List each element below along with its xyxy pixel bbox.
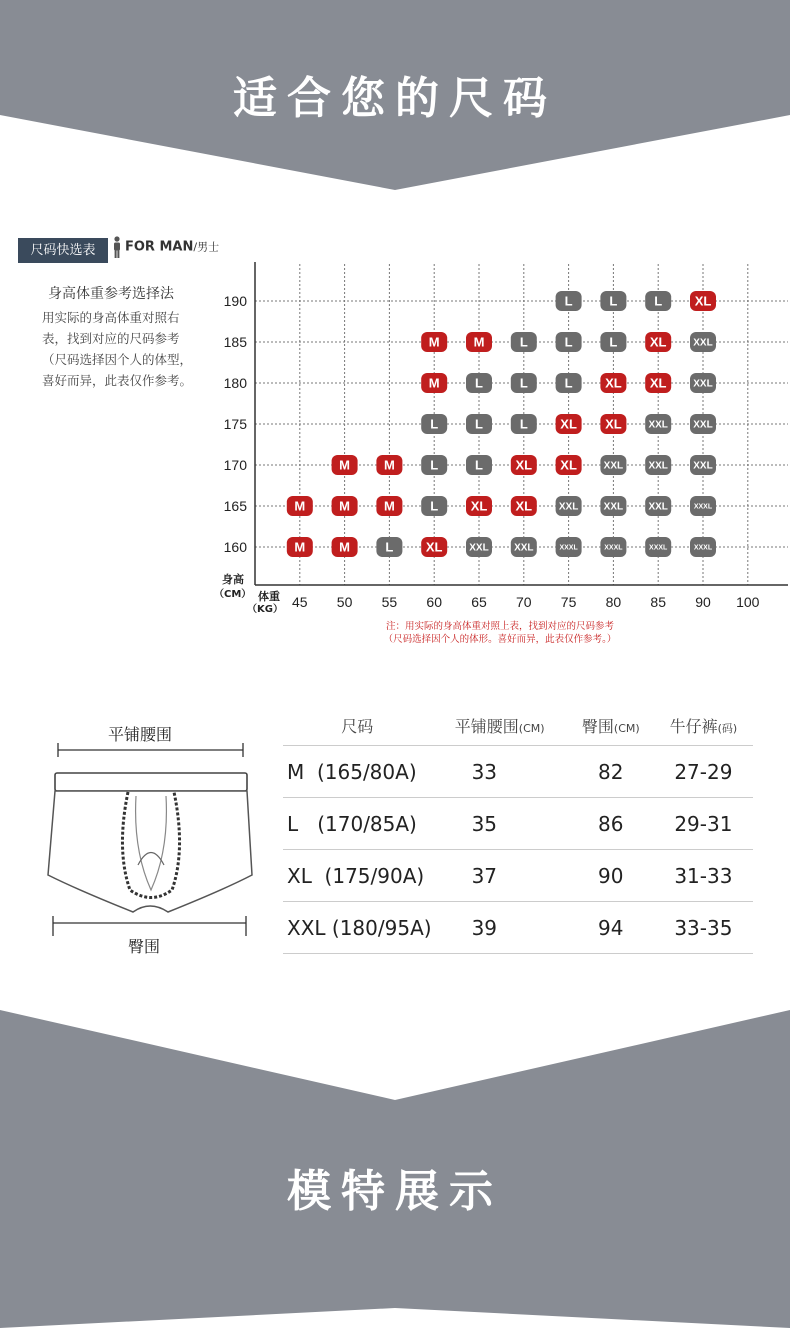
size-badge-label: L xyxy=(519,334,528,350)
size-badge-label: L xyxy=(430,416,439,432)
size-badge-label: XXL xyxy=(603,501,624,513)
table-row xyxy=(283,746,753,798)
size-badge-label: XL xyxy=(605,416,622,432)
y-tick-label: 170 xyxy=(223,457,247,473)
size-badge-label: XXL xyxy=(469,542,489,554)
size-badge-label: XL xyxy=(470,498,488,514)
x-tick-label: 100 xyxy=(736,594,760,610)
size-badge-label: XL xyxy=(425,539,443,555)
chart-note xyxy=(350,620,650,646)
y-tick-label: 165 xyxy=(223,498,247,514)
jeans-cell: 27-29 xyxy=(654,746,753,798)
size-badge-label: L xyxy=(430,457,439,473)
header-waist: 平铺腰围(CM) xyxy=(454,716,545,736)
x-axis-unit: （KG） xyxy=(247,604,283,615)
size-badge-label: XXL xyxy=(693,378,713,390)
jeans-cell: 33-35 xyxy=(654,902,753,954)
table-row xyxy=(283,902,753,954)
size-badge-label: XXL xyxy=(693,337,713,349)
size-badge-label: XXL xyxy=(648,460,668,472)
y-axis-unit: （CM） xyxy=(214,589,252,600)
size-badge-label: XL xyxy=(694,293,712,309)
size-badge-label: L xyxy=(609,334,618,350)
size-badge-label: L xyxy=(564,375,573,391)
size-badge-label: XXL xyxy=(693,419,713,431)
size-badge-label: M xyxy=(339,539,351,555)
size-table xyxy=(283,705,753,954)
size-badge-label: XL xyxy=(515,457,533,473)
size-badge-label: XL xyxy=(605,375,622,391)
table-row xyxy=(283,850,753,902)
x-tick-label: 60 xyxy=(426,594,442,610)
size-chart xyxy=(210,262,790,622)
size-cell: M (165/80A) xyxy=(283,746,432,798)
jeans-cell: 29-31 xyxy=(654,798,753,850)
size-badge-label: XXXL xyxy=(604,544,623,552)
x-tick-label: 50 xyxy=(336,594,353,610)
bottom-banner-title: 模特展示 xyxy=(287,1166,503,1217)
size-badge-label: M xyxy=(339,498,351,514)
top-banner-title: 适合您的尺码 xyxy=(233,73,557,124)
x-tick-label: 45 xyxy=(292,594,308,610)
size-badge-label: L xyxy=(519,375,528,391)
size-table-header xyxy=(283,705,753,746)
x-tick-label: 80 xyxy=(605,594,622,610)
for-man-cn: /男士 xyxy=(193,240,220,254)
y-tick-label: 190 xyxy=(223,293,247,309)
hip-cell: 94 xyxy=(568,902,654,954)
size-cell: XXL (180/95A) xyxy=(283,902,432,954)
size-badge-label: L xyxy=(430,498,439,514)
size-badge-label: XXL xyxy=(648,419,668,431)
table-row xyxy=(283,798,753,850)
hip-label: 臀围 xyxy=(128,937,161,956)
y-axis-label: 身高 xyxy=(222,573,244,586)
size-badge-label: L xyxy=(654,293,663,309)
size-badge-label: XXL xyxy=(603,460,624,472)
x-tick-label: 75 xyxy=(560,594,577,610)
size-badge-label: L xyxy=(385,539,394,555)
size-badge-label: L xyxy=(475,457,483,473)
chart-note-line2: （尺码选择因个人的体形。喜好而异，此表仅作参考。） xyxy=(383,634,617,645)
size-badge-label: M xyxy=(383,498,395,514)
waist-cell: 37 xyxy=(432,850,568,902)
for-man-text: FOR MAN xyxy=(125,239,194,255)
top-banner xyxy=(0,0,790,192)
header-hip: 臀围(CM) xyxy=(581,716,640,736)
size-badge-label: XL xyxy=(560,416,577,432)
hip-cell: 86 xyxy=(568,798,654,850)
y-tick-label: 160 xyxy=(223,539,247,555)
size-badge-label: L xyxy=(475,375,483,391)
x-tick-label: 65 xyxy=(471,594,487,610)
x-tick-label: 55 xyxy=(381,594,398,610)
size-badge-label: XXXL xyxy=(649,544,668,552)
waist-cell: 33 xyxy=(432,746,568,798)
size-badge-label: XL xyxy=(515,498,533,514)
size-badge-label: M xyxy=(473,334,485,350)
size-badge-label: L xyxy=(564,293,573,309)
size-badge-label: L xyxy=(519,416,528,432)
waist-label: 平铺腰围 xyxy=(108,725,173,744)
size-badge-label: L xyxy=(564,334,573,350)
size-badge-label: XXXL xyxy=(693,503,713,511)
x-axis-label: 体重 xyxy=(258,590,280,603)
size-badge-label: XL xyxy=(560,457,577,473)
size-badge-label: XXL xyxy=(693,460,713,472)
method-title: 身高体重参考选择法 xyxy=(48,286,174,302)
size-badge-label: M xyxy=(383,457,395,473)
y-tick-label: 175 xyxy=(223,416,247,432)
size-cell: L (170/85A) xyxy=(283,798,432,850)
waist-cell: 39 xyxy=(432,902,568,954)
header-jeans: 牛仔裤(码) xyxy=(669,716,738,736)
hip-cell: 82 xyxy=(568,746,654,798)
y-tick-label: 185 xyxy=(223,334,247,350)
bottom-banner xyxy=(0,1010,790,1328)
size-badge-label: XL xyxy=(649,375,667,391)
size-badge-label: M xyxy=(339,457,351,473)
y-tick-label: 180 xyxy=(223,375,247,391)
size-badge-label: L xyxy=(475,416,483,432)
size-badge-label: XXXL xyxy=(559,544,578,552)
size-badge-label: M xyxy=(428,334,440,350)
size-badge-label: L xyxy=(609,293,618,309)
x-tick-label: 85 xyxy=(650,594,666,610)
size-badge-label: XL xyxy=(649,334,667,350)
size-selector-tag: 尺码快选表 xyxy=(18,238,108,263)
method-description: 用实际的身高体重对照右表，找到对应的尺码参考（尺码选择因个人的体型，喜好而异，此表仅作参考。 xyxy=(42,310,193,388)
x-tick-label: 90 xyxy=(695,594,711,610)
size-badge-label: XXL xyxy=(558,501,579,513)
jeans-cell: 31-33 xyxy=(654,850,753,902)
man-icon xyxy=(112,236,122,258)
size-cell: XL (175/90A) xyxy=(283,850,432,902)
hip-cell: 90 xyxy=(568,850,654,902)
underwear-diagram xyxy=(38,740,258,940)
size-badge-label: XXXL xyxy=(693,544,713,552)
header-size: 尺码 xyxy=(341,716,374,736)
for-man-label xyxy=(112,236,219,258)
size-badge-label: M xyxy=(294,539,306,555)
waist-cell: 35 xyxy=(432,798,568,850)
size-badge-label: M xyxy=(294,498,306,514)
size-badge-label: XXL xyxy=(514,542,534,554)
x-tick-label: 70 xyxy=(516,594,532,610)
chart-note-line1: 注：用实际的身高体重对照上表，找到对应的尺码参考 xyxy=(385,621,614,632)
size-badge-label: M xyxy=(428,375,440,391)
size-badge-label: XXL xyxy=(648,501,668,513)
